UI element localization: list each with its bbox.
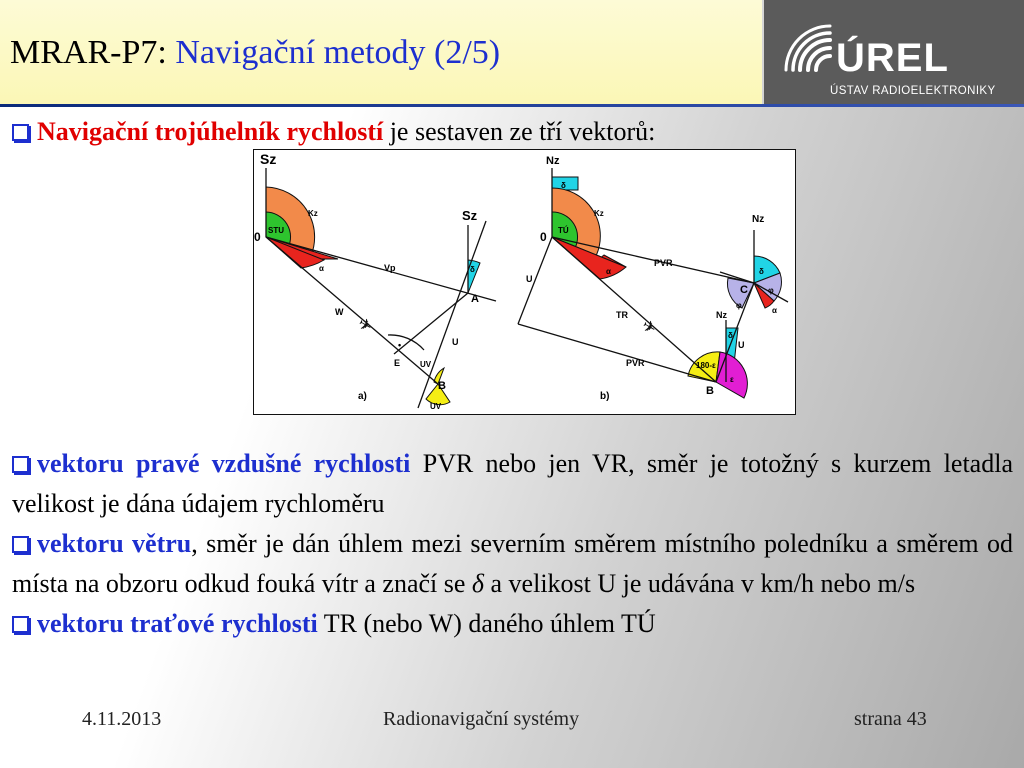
diagram-b — [518, 155, 788, 402]
label-phi2-b: φ — [736, 301, 742, 310]
label-vp-a: Vp — [384, 263, 396, 273]
bullet-item — [12, 604, 1013, 644]
intro-highlight: Navigační trojúhelník rychlostí — [37, 117, 384, 146]
label-nz-top-b: Nz — [546, 155, 560, 167]
velocity-triangle-figure — [253, 149, 796, 415]
label-sz-top-a: Sz — [260, 151, 277, 167]
bullet-text: a velikost U je udávána v km/h nebo m/s — [484, 569, 916, 598]
label-kz-a: Kz — [308, 209, 318, 218]
label-eps-b: ε — [730, 375, 734, 384]
label-kz-b: Kz — [594, 209, 604, 218]
label-origin-b: 0 — [540, 230, 547, 244]
checkbox-bullet-icon — [12, 616, 29, 633]
label-pvr-bottom-b: PVR — [626, 358, 645, 368]
label-delta-top-b: δ — [561, 181, 566, 190]
slide-title — [10, 34, 500, 72]
label-w-a: W — [335, 307, 344, 317]
label-180-eps-b: 180-ε — [696, 361, 716, 370]
bullet-text: , směr je dán úhlem mezi severním směrem místního poledníku a směrem od místa na obzoru odkud fouká vítr a značí se — [12, 529, 1014, 598]
intro-line — [12, 117, 655, 147]
intro-text: je sestaven ze tří vektorů: — [383, 117, 656, 146]
title-bar — [0, 0, 762, 104]
label-origin-a: 0 — [254, 230, 261, 244]
label-point-b-a: B — [438, 380, 446, 392]
label-point-c-b: C — [740, 284, 748, 296]
caption-b: b) — [600, 391, 610, 402]
title-text: Navigační metody (2/5) — [175, 34, 501, 71]
bullet-highlight: vektoru větru — [37, 529, 192, 558]
checkbox-bullet-icon — [12, 536, 29, 553]
bullet-text: TR (nebo W) daného úhlem TÚ — [317, 609, 656, 638]
logo-wordmark: ÚREL — [836, 36, 949, 80]
caption-a: a) — [358, 391, 367, 402]
label-u-left-b: U — [526, 274, 533, 284]
bullet-item — [12, 444, 1013, 524]
label-stu-a: STU — [268, 226, 284, 235]
bullet-highlight: vektoru traťové rychlosti — [37, 609, 318, 638]
checkbox-bullet-icon — [12, 124, 29, 141]
footer-course: Radionavigační systémy — [383, 708, 580, 730]
footer-page: strana 43 — [854, 708, 927, 730]
footer-date: 4.11.2013 — [82, 708, 162, 730]
label-uv1-a: UV — [420, 360, 432, 369]
label-delta-b-b: δ — [728, 331, 733, 340]
label-delta-c-b: δ — [759, 267, 764, 276]
label-e-a: E — [394, 358, 401, 368]
label-sz-right-a: Sz — [462, 208, 478, 223]
label-delta-a: δ — [470, 265, 475, 274]
plane-icon: ✈ — [354, 315, 375, 337]
logo-subtitle: ÚSTAV RADIOELEKTRONIKY — [830, 85, 996, 97]
label-u-a: U — [452, 337, 459, 347]
label-point-b-b: B — [706, 385, 714, 397]
checkbox-bullet-icon — [12, 456, 29, 473]
label-pvr-top-b: PVR — [654, 258, 673, 268]
bullet-list — [12, 444, 1013, 644]
header-divider — [0, 104, 1024, 107]
label-nz-b-b: Nz — [716, 310, 727, 320]
label-point-a: A — [471, 293, 479, 305]
title-code: MRAR-P7: — [10, 34, 167, 71]
label-alpha-a: α — [319, 264, 324, 273]
label-u-b-b: U — [738, 340, 745, 350]
delta-symbol: δ — [471, 569, 485, 598]
label-uv2-a: UV — [430, 402, 442, 411]
plane-icon: ✈ — [638, 317, 659, 339]
label-nz-c-b: Nz — [752, 214, 765, 225]
velocity-triangle-diagram — [254, 150, 797, 416]
label-alpha-b: α — [606, 267, 611, 276]
diagram-a — [254, 151, 496, 411]
label-tu-b: TÚ — [558, 226, 569, 235]
bullet-text: PVR nebo jen VR, směr je totožný s kurzem letadla velikost je dána údajem rychloměru — [12, 449, 1013, 518]
label-phi1-b: φ — [768, 286, 774, 295]
label-alpha-c-b: α — [772, 306, 777, 315]
bullet-highlight: vektoru pravé vzdušné rychlosti — [37, 449, 411, 478]
label-dot-a: • — [398, 340, 402, 350]
label-tr-b: TR — [616, 310, 628, 320]
bullet-item — [12, 524, 1013, 604]
